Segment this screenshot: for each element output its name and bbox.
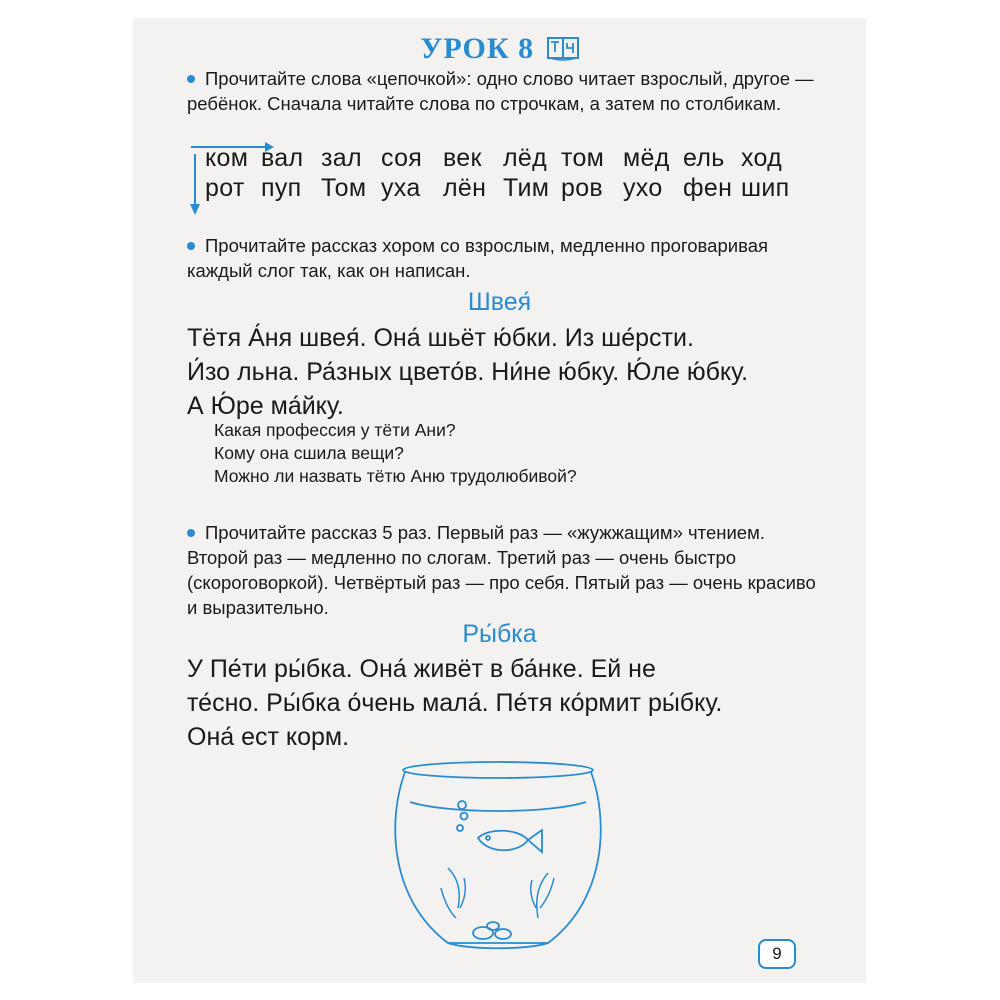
word: век (443, 144, 482, 172)
word: ухо (623, 174, 663, 202)
story-title: Ры́бка (462, 620, 537, 648)
question: Кому она сшила вещи? (214, 443, 404, 463)
word: лёд (503, 144, 547, 172)
fishbowl-illustration (388, 758, 608, 958)
story-line: У Пе́ти ры́бка. Она́ живёт в ба́нке. Ей не (187, 655, 656, 683)
story-line: Тётя А́ня швея́. Она́ шьёт ю́бки. Из ше́рсти. (187, 324, 694, 352)
story-line: Она́ ест корм. (187, 723, 350, 751)
instruction-1 (187, 66, 817, 116)
word: рот (205, 174, 245, 202)
story-line: И́зо льна. Ра́зных цвето́в. Ни́не ю́бку. Ю́ле ю́бку. (187, 358, 749, 386)
story-line: те́сно. Ры́бка о́чень мала́. Пе́тя ко́рмит ры́бку. (187, 689, 723, 717)
instruction-2 (187, 233, 817, 283)
bullet-icon (187, 242, 195, 250)
page-number: 9 (758, 939, 796, 969)
bullet-icon (187, 75, 195, 83)
story-line: А Ю́ре ма́йку. (187, 392, 344, 420)
lesson-title: УРОК 8 (420, 32, 535, 65)
word: ель (683, 144, 725, 172)
question: Можно ли назвать тётю Аню трудолюбивой? (214, 466, 577, 486)
instruction-3 (187, 520, 817, 620)
word: зал (321, 144, 362, 172)
word: ком (205, 144, 249, 172)
word: мёд (623, 144, 670, 172)
question: Какая профессия у тёти Ани? (214, 420, 456, 440)
word: том (561, 144, 605, 172)
bullet-icon (187, 529, 195, 537)
arrow-down-icon (189, 154, 201, 216)
word-row-2 (205, 174, 805, 203)
instruction-text: Прочитайте слова «цепочкой»: одно слово читает взрослый, другое — ребёнок. Сначала читайте слова по строчкам, а затем по столбикам. (187, 68, 814, 114)
word: пуп (261, 174, 302, 202)
word: шип (741, 174, 790, 202)
word: ход (741, 144, 783, 172)
instruction-text: Прочитайте рассказ 5 раз. Первый раз — «жужжащим» чтением. Второй раз — медленно по слогам. Третий раз — очень быстро (скороговоркой). Четвёртый раз — про себя. Пятый раз — очень красиво и выразительно. (187, 522, 816, 618)
instruction-text: Прочитайте рассказ хором со взрослым, медленно проговаривая каждый слог так, как он написан. (187, 235, 769, 281)
word-row-1 (205, 144, 805, 173)
book-icon (547, 35, 579, 61)
word: Тим (503, 174, 550, 202)
word: ров (561, 174, 603, 202)
word: уха (381, 174, 421, 202)
story-text (187, 652, 817, 754)
word: фен (683, 174, 733, 202)
word: соя (381, 144, 423, 172)
word: вал (261, 144, 304, 172)
word: Том (321, 174, 367, 202)
textbook-page (133, 18, 866, 983)
story-text (187, 321, 817, 423)
word: лён (443, 174, 487, 202)
lesson-heading (133, 32, 866, 66)
story-title: Швея́ (467, 288, 532, 316)
